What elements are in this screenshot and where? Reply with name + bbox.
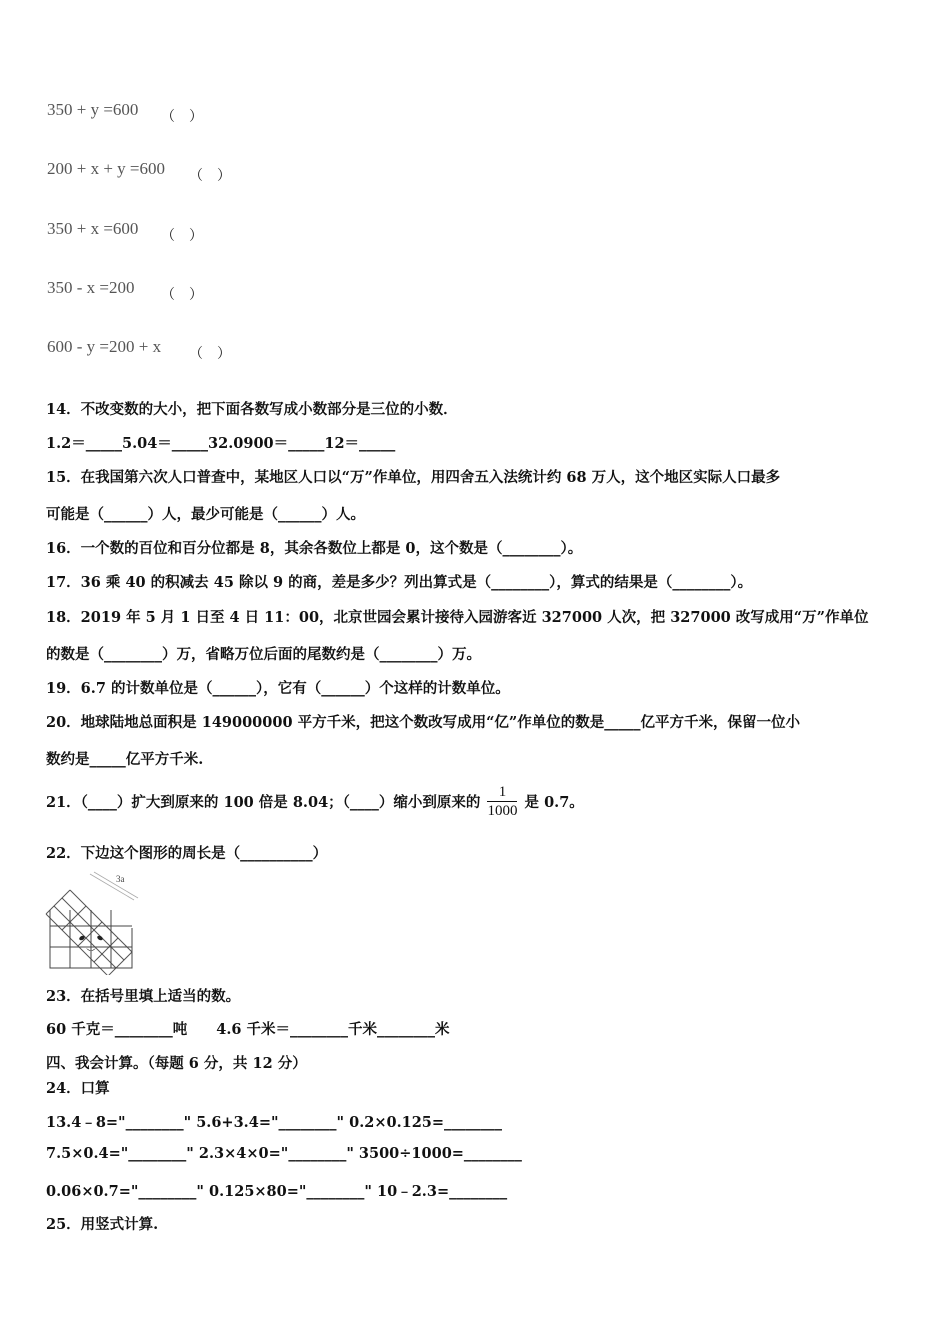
question-18-line-2: 的数是（________）万，省略万位后面的尾数约是（________）万。: [46, 646, 481, 663]
section-4-heading: 四、我会计算。（每题 6 分，共 12 分）: [46, 1055, 307, 1072]
answer-blank: （ ）: [161, 109, 203, 125]
question-20-line-1: 20．地球陆地总面积是 149000000 平方千米，把这个数改写成用“亿”作单位的数是_____亿平方千米，保留一位小: [46, 714, 801, 731]
equation-3: [47, 219, 203, 244]
question-24-row-2: 7.5×0.4="________" 2.3×4×0="________" 3500÷1000=________: [46, 1145, 522, 1162]
equation-1: [47, 100, 203, 125]
equation-expr: 600 - y =200 + x: [47, 337, 162, 356]
question-25: 25．用竖式计算.: [46, 1216, 159, 1233]
equation-expr: 350 + x =600: [47, 219, 139, 238]
fraction-denominator: 1000: [487, 803, 518, 819]
equation-expr: 200 + x + y =600: [47, 159, 166, 178]
equation-expr: 350 - x =200: [47, 278, 135, 297]
fraction: [487, 783, 517, 820]
equation-expr: 350 + y =600: [47, 100, 139, 119]
fraction-numerator: 1: [487, 783, 517, 802]
equation-2: [47, 159, 231, 184]
figure-label: 3a: [116, 874, 125, 884]
question-23: 23．在括号里填上适当的数。: [46, 988, 241, 1005]
question-14: 14．不改变数的大小，把下面各数写成小数部分是三位的小数．: [46, 401, 458, 418]
grid-lines: [46, 890, 132, 975]
question-15-line-1: 15．在我国第六次人口普查中，某地区人口以“万”作单位，用四舍五入法统计约 68 万人，这个地区实际人口最多: [46, 469, 781, 486]
question-14-items: 1.2＝_____5.04＝_____32.0900＝_____12＝_____: [46, 435, 396, 452]
question-19: 19．6.7 的计数单位是（______），它有（______）个这样的计数单位。: [46, 680, 510, 697]
answer-blank: （ ）: [189, 346, 231, 362]
question-21: [46, 783, 584, 820]
question-24-row-3: 0.06×0.7="________" 0.125×80="________" 10﹣2.3=________: [46, 1183, 508, 1200]
perimeter-figure-svg: [44, 870, 144, 975]
answer-blank: （ ）: [161, 287, 203, 303]
equation-5: [47, 337, 231, 362]
question-16: 16．一个数的百位和百分位都是 8，其余各数位上都是 0，这个数是（________）。: [46, 540, 583, 557]
question-24: 24．口算: [46, 1080, 110, 1097]
question-21-text: 21．（____）扩大到原来的 100 倍是 8.04；（____）缩小到原来的: [46, 794, 481, 811]
answer-blank: （ ）: [161, 228, 203, 244]
question-15-line-2: 可能是（______）人，最少可能是（______）人。: [46, 506, 365, 523]
question-24-row-1: 13.4﹣8="________" 5.6+3.4="________" 0.2×0.125=________: [46, 1114, 503, 1131]
question-23-items: 60 千克＝________吨 4.6 千米＝________千米________米: [46, 1021, 450, 1038]
answer-blank: （ ）: [189, 168, 231, 184]
question-17: 17．36 乘 40 的积减去 45 除以 9 的商，差是多少？列出算式是（________），算式的结果是（________）。: [46, 574, 753, 591]
question-18-line-1: 18．2019 年 5 月 1 日至 4 日 11：00，北京世园会累计接待入园游客近 327000 人次，把 327000 改写成用“万”作单位: [46, 609, 869, 626]
question-20-line-2: 数约是_____亿平方千米.: [46, 751, 204, 768]
perimeter-figure: [44, 870, 144, 975]
question-21-tail: 是 0.7。: [524, 794, 584, 811]
question-22: 22．下边这个图形的周长是（__________）: [46, 845, 328, 862]
equation-4: [47, 278, 203, 303]
